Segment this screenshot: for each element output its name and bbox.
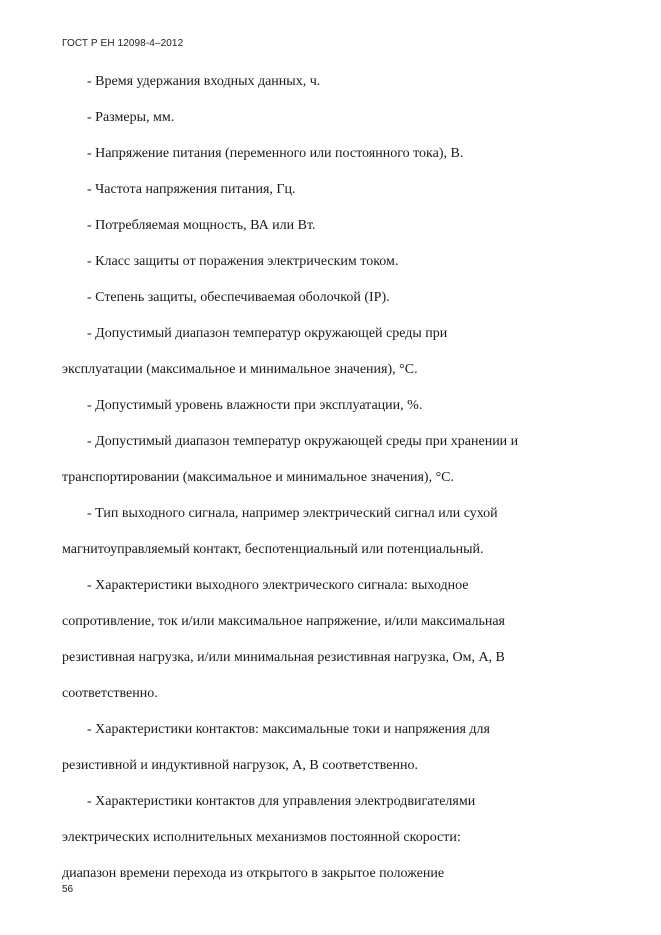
text-line: - Допустимый диапазон температур окружающей среды при хранении и	[87, 434, 519, 449]
text-line: магнитоуправляемый контакт, беспотенциальный или потенциальный.	[62, 542, 484, 557]
text-line: - Напряжение питания (переменного или постоянного тока), В.	[87, 146, 464, 161]
text-line: - Допустимый уровень влажности при эксплуатации, %.	[87, 398, 423, 413]
page-number: 56	[62, 884, 74, 895]
text-line: сопротивление, ток и/или максимальное напряжение, и/или максимальная	[62, 614, 505, 629]
text-line: эксплуатации (максимальное и минимальное значения), °С.	[62, 362, 418, 377]
text-line: - Потребляемая мощность, ВА или Вт.	[87, 218, 316, 233]
text-line: - Время удержания входных данных, ч.	[87, 74, 321, 89]
text-line: - Характеристики контактов для управления электродвигателями	[87, 794, 476, 809]
text-line: - Класс защиты от поражения электрическим током.	[87, 254, 399, 269]
text-line: резистивной и индуктивной нагрузок, А, В соответственно.	[62, 758, 418, 773]
text-line: - Размеры, мм.	[87, 110, 175, 125]
text-line: резистивная нагрузка, и/или минимальная резистивная нагрузка, Ом, А, В	[62, 650, 505, 665]
text-line: - Степень защиты, обеспечиваемая оболочкой (IP).	[87, 290, 390, 305]
text-line: - Тип выходного сигнала, например электрический сигнал или сухой	[87, 506, 498, 521]
body-text	[62, 64, 602, 892]
text-line: электрических исполнительных механизмов постоянной скорости:	[62, 830, 461, 845]
document-header: ГОСТ Р ЕН 12098-4–2012	[62, 38, 184, 49]
text-line: - Частота напряжения питания, Гц.	[87, 182, 296, 197]
text-line: - Характеристики выходного электрического сигнала: выходное	[87, 578, 469, 593]
text-line: - Характеристики контактов: максимальные токи и напряжения для	[87, 722, 490, 737]
text-line: диапазон времени перехода из открытого в закрытое положение	[62, 866, 445, 881]
text-line: - Допустимый диапазон температур окружающей среды при	[87, 326, 448, 341]
text-line: транспортировании (максимальное и минимальное значения), °С.	[62, 470, 455, 485]
text-line: соответственно.	[62, 686, 158, 701]
